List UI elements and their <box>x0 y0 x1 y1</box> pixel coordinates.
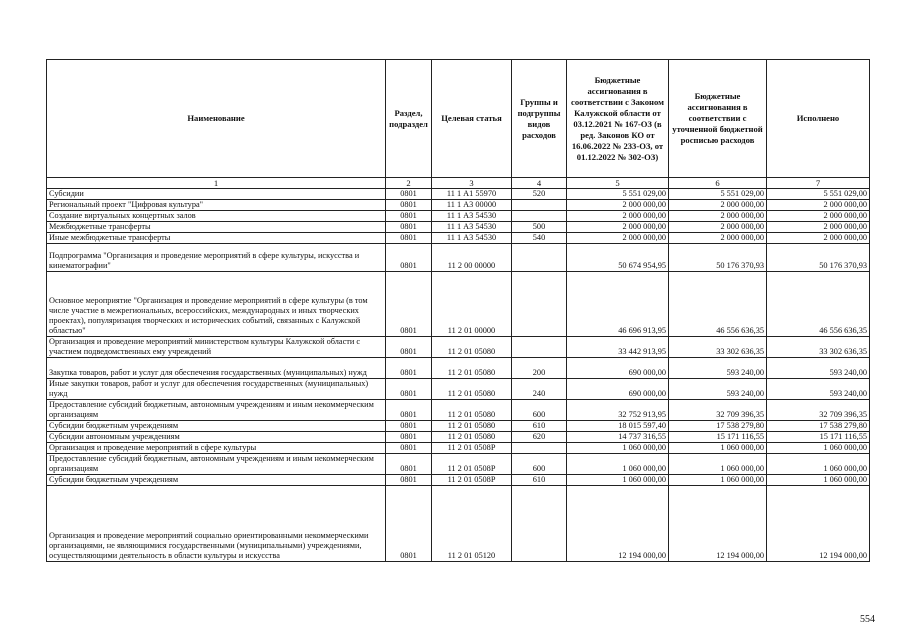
cell-section: 0801 <box>386 486 432 562</box>
cell-group: 500 <box>512 222 567 233</box>
cell-plan: 2 000 000,00 <box>669 222 767 233</box>
cell-section: 0801 <box>386 244 432 272</box>
table-row <box>47 443 870 454</box>
header-done: Исполнено <box>767 60 870 178</box>
header-row <box>47 60 870 178</box>
cell-done: 2 000 000,00 <box>767 233 870 244</box>
column-number: 4 <box>512 178 567 189</box>
cell-target: 11 2 01 05080 <box>432 400 512 421</box>
cell-law: 1 060 000,00 <box>567 443 669 454</box>
cell-law: 2 000 000,00 <box>567 211 669 222</box>
cell-plan: 50 176 370,93 <box>669 244 767 272</box>
cell-name: Предоставление субсидий бюджетным, автономным учреждениям и иным некоммерческим организациям <box>47 400 386 421</box>
cell-plan: 1 060 000,00 <box>669 475 767 486</box>
table-row <box>47 211 870 222</box>
cell-group: 610 <box>512 421 567 432</box>
cell-target: 11 2 01 0508Р <box>432 475 512 486</box>
cell-law: 50 674 954,95 <box>567 244 669 272</box>
table-row <box>47 233 870 244</box>
cell-group: 240 <box>512 379 567 400</box>
cell-law: 690 000,00 <box>567 379 669 400</box>
cell-name: Иные межбюджетные трансферты <box>47 233 386 244</box>
cell-law: 2 000 000,00 <box>567 233 669 244</box>
cell-group: 620 <box>512 432 567 443</box>
cell-group: 610 <box>512 475 567 486</box>
cell-done: 50 176 370,93 <box>767 244 870 272</box>
cell-group <box>512 200 567 211</box>
column-number-row <box>47 178 870 189</box>
cell-name: Создание виртуальных концертных залов <box>47 211 386 222</box>
table-row <box>47 358 870 379</box>
cell-target: 11 2 01 05080 <box>432 379 512 400</box>
cell-name: Организация и проведение мероприятий в сфере культуры <box>47 443 386 454</box>
cell-section: 0801 <box>386 272 432 337</box>
cell-target: 11 2 01 0508Р <box>432 454 512 475</box>
cell-target: 11 1 А3 54530 <box>432 233 512 244</box>
cell-done: 1 060 000,00 <box>767 443 870 454</box>
cell-target: 11 2 00 00000 <box>432 244 512 272</box>
cell-name: Подпрограмма "Организация и проведение мероприятий в сфере культуры, искусства и кинематографии" <box>47 244 386 272</box>
cell-law: 12 194 000,00 <box>567 486 669 562</box>
page-number: 554 <box>860 614 875 625</box>
cell-plan: 5 551 029,00 <box>669 189 767 200</box>
cell-plan: 593 240,00 <box>669 358 767 379</box>
cell-group <box>512 337 567 358</box>
table-row <box>47 200 870 211</box>
cell-law: 46 696 913,95 <box>567 272 669 337</box>
cell-section: 0801 <box>386 454 432 475</box>
column-number: 3 <box>432 178 512 189</box>
cell-plan: 17 538 279,80 <box>669 421 767 432</box>
header-name: Наименование <box>47 60 386 178</box>
cell-name: Основное мероприятие "Организация и проведение мероприятий в сфере культуры (в том числе участие в межрегиональных, всероссийских, международных и иных творческих проектах), популяризация творческих и исторических событий, связанных с Калужской областью" <box>47 272 386 337</box>
table-row <box>47 222 870 233</box>
cell-law: 1 060 000,00 <box>567 454 669 475</box>
header-law: Бюджетные ассигнования в соответствии с Законом Калужской области от 03.12.2021 № 167-ОЗ (в ред. Законов КО от 16.06.2022 № 233-ОЗ, от 01.12.2022 № 302-ОЗ) <box>567 60 669 178</box>
cell-done: 2 000 000,00 <box>767 211 870 222</box>
cell-name: Организация и проведение мероприятий социально ориентированными некоммерческими организациями, не являющимися государственными (муниципальными) учреждениями, осуществляющими деятельность в области культуры и искусства <box>47 486 386 562</box>
column-number: 5 <box>567 178 669 189</box>
cell-target: 11 2 01 05080 <box>432 337 512 358</box>
cell-plan: 1 060 000,00 <box>669 443 767 454</box>
header-target: Целевая статья <box>432 60 512 178</box>
budget-table <box>46 59 870 562</box>
cell-target: 11 1 А3 54530 <box>432 222 512 233</box>
cell-group: 540 <box>512 233 567 244</box>
cell-target: 11 2 01 05120 <box>432 486 512 562</box>
header-section: Раздел, подраздел <box>386 60 432 178</box>
cell-name: Субсидии автономным учреждениям <box>47 432 386 443</box>
column-number: 6 <box>669 178 767 189</box>
cell-name: Организация и проведение мероприятий министерством культуры Калужской области с участием подведомственных ему учреждений <box>47 337 386 358</box>
cell-section: 0801 <box>386 233 432 244</box>
cell-done: 12 194 000,00 <box>767 486 870 562</box>
column-number: 7 <box>767 178 870 189</box>
cell-section: 0801 <box>386 400 432 421</box>
cell-section: 0801 <box>386 443 432 454</box>
cell-group: 600 <box>512 400 567 421</box>
cell-target: 11 2 01 05080 <box>432 421 512 432</box>
cell-plan: 15 171 116,55 <box>669 432 767 443</box>
cell-plan: 2 000 000,00 <box>669 211 767 222</box>
cell-plan: 2 000 000,00 <box>669 200 767 211</box>
cell-target: 11 2 01 05080 <box>432 358 512 379</box>
cell-group <box>512 211 567 222</box>
cell-group <box>512 244 567 272</box>
cell-done: 5 551 029,00 <box>767 189 870 200</box>
cell-done: 2 000 000,00 <box>767 222 870 233</box>
cell-target: 11 2 01 05080 <box>432 432 512 443</box>
cell-name: Закупка товаров, работ и услуг для обеспечения государственных (муниципальных) нужд <box>47 358 386 379</box>
cell-plan: 1 060 000,00 <box>669 454 767 475</box>
cell-name: Иные закупки товаров, работ и услуг для обеспечения государственных (муниципальных) нужд <box>47 379 386 400</box>
table-row <box>47 400 870 421</box>
cell-group <box>512 486 567 562</box>
cell-target: 11 1 А3 54530 <box>432 211 512 222</box>
cell-law: 690 000,00 <box>567 358 669 379</box>
table-row <box>47 337 870 358</box>
cell-done: 46 556 636,35 <box>767 272 870 337</box>
table-row <box>47 432 870 443</box>
cell-law: 14 737 316,55 <box>567 432 669 443</box>
cell-law: 2 000 000,00 <box>567 200 669 211</box>
cell-section: 0801 <box>386 200 432 211</box>
cell-section: 0801 <box>386 222 432 233</box>
cell-law: 1 060 000,00 <box>567 475 669 486</box>
cell-name: Субсидии <box>47 189 386 200</box>
table-row <box>47 272 870 337</box>
table-row <box>47 454 870 475</box>
cell-group <box>512 272 567 337</box>
cell-section: 0801 <box>386 211 432 222</box>
cell-group <box>512 443 567 454</box>
cell-done: 2 000 000,00 <box>767 200 870 211</box>
table-row <box>47 486 870 562</box>
cell-done: 1 060 000,00 <box>767 475 870 486</box>
cell-done: 32 709 396,35 <box>767 400 870 421</box>
cell-name: Субсидии бюджетным учреждениям <box>47 421 386 432</box>
cell-section: 0801 <box>386 379 432 400</box>
cell-plan: 33 302 636,35 <box>669 337 767 358</box>
cell-section: 0801 <box>386 337 432 358</box>
cell-target: 11 1 А3 00000 <box>432 200 512 211</box>
cell-section: 0801 <box>386 189 432 200</box>
cell-name: Региональный проект "Цифровая культура" <box>47 200 386 211</box>
cell-target: 11 1 А1 55970 <box>432 189 512 200</box>
header-group: Группы и подгруппы видов расходов <box>512 60 567 178</box>
table-row <box>47 189 870 200</box>
cell-target: 11 2 01 0508Р <box>432 443 512 454</box>
cell-done: 1 060 000,00 <box>767 454 870 475</box>
cell-group: 600 <box>512 454 567 475</box>
table-row <box>47 475 870 486</box>
cell-plan: 32 709 396,35 <box>669 400 767 421</box>
cell-name: Предоставление субсидий бюджетным, автономным учреждениям и иным некоммерческим организациям <box>47 454 386 475</box>
header-plan: Бюджетные ассигнования в соответствии с уточненной бюджетной росписью расходов <box>669 60 767 178</box>
cell-plan: 46 556 636,35 <box>669 272 767 337</box>
cell-plan: 12 194 000,00 <box>669 486 767 562</box>
table-row <box>47 421 870 432</box>
table-row <box>47 379 870 400</box>
cell-section: 0801 <box>386 432 432 443</box>
cell-law: 18 015 597,40 <box>567 421 669 432</box>
cell-name: Межбюджетные трансферты <box>47 222 386 233</box>
cell-law: 33 442 913,95 <box>567 337 669 358</box>
cell-done: 15 171 116,55 <box>767 432 870 443</box>
table-row <box>47 244 870 272</box>
cell-target: 11 2 01 00000 <box>432 272 512 337</box>
cell-done: 593 240,00 <box>767 379 870 400</box>
cell-done: 33 302 636,35 <box>767 337 870 358</box>
column-number: 2 <box>386 178 432 189</box>
cell-plan: 593 240,00 <box>669 379 767 400</box>
cell-section: 0801 <box>386 358 432 379</box>
cell-group: 520 <box>512 189 567 200</box>
cell-done: 593 240,00 <box>767 358 870 379</box>
cell-name: Субсидии бюджетным учреждениям <box>47 475 386 486</box>
cell-section: 0801 <box>386 421 432 432</box>
cell-plan: 2 000 000,00 <box>669 233 767 244</box>
column-number: 1 <box>47 178 386 189</box>
cell-done: 17 538 279,80 <box>767 421 870 432</box>
cell-law: 5 551 029,00 <box>567 189 669 200</box>
cell-law: 2 000 000,00 <box>567 222 669 233</box>
cell-group: 200 <box>512 358 567 379</box>
cell-section: 0801 <box>386 475 432 486</box>
cell-law: 32 752 913,95 <box>567 400 669 421</box>
